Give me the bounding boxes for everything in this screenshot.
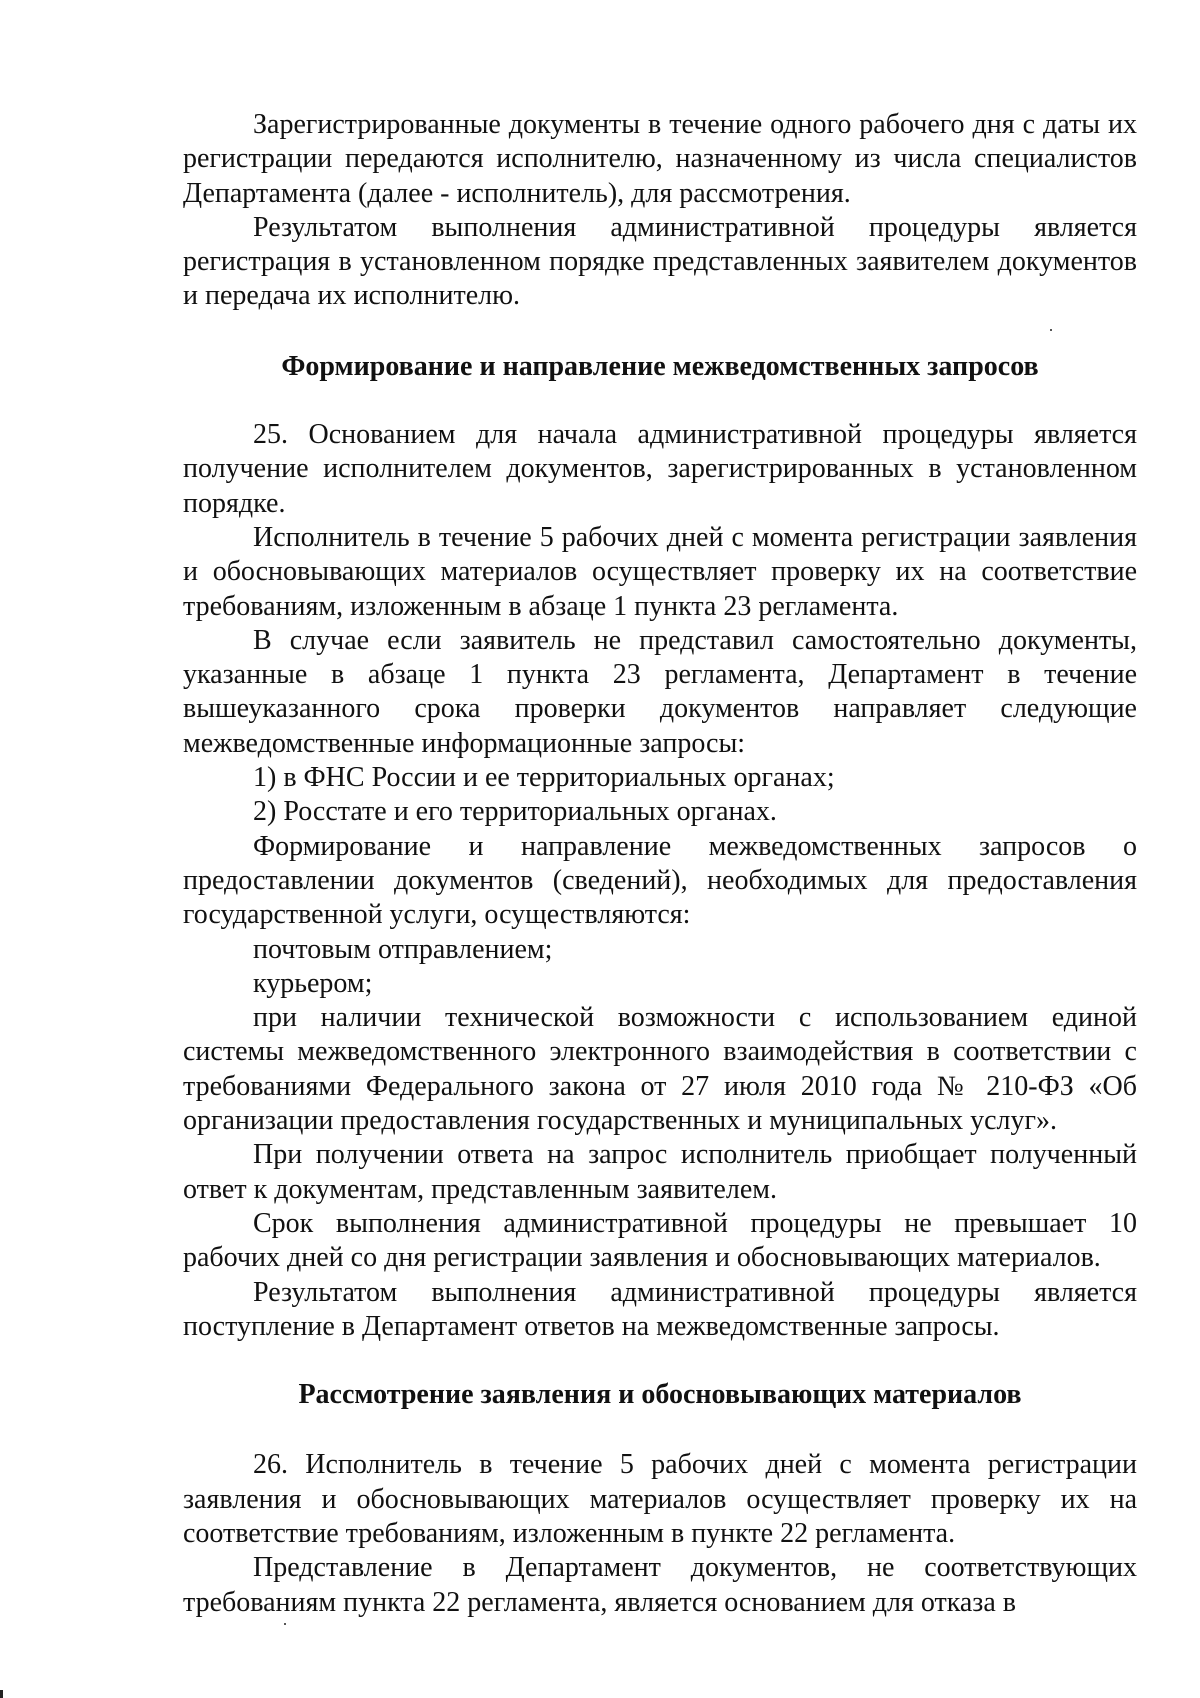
paragraph-item-25-basis: 25. Основанием для начала административной процедуры является получение исполнителем документов, зарегистрированных в установленном порядке. xyxy=(183,419,1137,519)
heading-application-review: Рассмотрение заявления и обосновывающих материалов xyxy=(298,1379,1022,1411)
paragraph-refusal-basis: Представление в Департамент документов, не соответствующих требованиям пункта 22 регламента, является основанием для отказа в xyxy=(183,1552,1137,1618)
scan-speck xyxy=(0,1690,3,1698)
paragraph-electronic-system: при наличии технической возможности с использованием единой системы межведомственного электронного взаимодействия в соответствии с требованиями Федерального закона от 27 июля 2010 года № 210-ФЗ «Об организации предоставления государственных и муниципальных услуг». xyxy=(183,1002,1137,1137)
heading-interagency-requests: Формирование и направление межведомственных запросов xyxy=(281,350,1039,382)
paragraph-item-26-check: 26. Исполнитель в течение 5 рабочих дней с момента регистрации заявления и обосновывающих материалов осуществляет проверку их на соответствие требованиям, изложенным в пункте 22 регламента. xyxy=(183,1449,1137,1549)
document-body xyxy=(183,108,1137,1620)
paragraph-forming-requests: Формирование и направление межведомственных запросов о предоставлении документов (сведений), необходимых для предоставления государственной услуги, осуществляются: xyxy=(183,830,1137,931)
paragraph-registration-result: Результатом выполнения административной процедуры является регистрация в установленном порядке представленных заявителем документов и передача их исполнителю. xyxy=(183,211,1137,312)
scan-speck xyxy=(284,1623,286,1625)
scan-speck xyxy=(1050,329,1052,331)
paragraph-registered-documents: Зарегистрированные документы в течение одного рабочего дня с даты их регистрации передаются исполнителю, назначенному из числа специалистов Департамента (далее - исполнитель), для рассмотрения. xyxy=(183,109,1137,209)
method-courier: курьером; xyxy=(253,967,373,999)
method-postal: почтовым отправлением; xyxy=(253,933,553,965)
list-item-fns: 1) в ФНС России и ее территориальных органах; xyxy=(253,762,835,794)
paragraph-executor-check: Исполнитель в течение 5 рабочих дней с момента регистрации заявления и обосновывающих материалов осуществляет проверку их на соответствие требованиям, изложенным в абзаце 1 пункта 23 регламента. xyxy=(183,521,1137,622)
paragraph-response-attached: При получении ответа на запрос исполнитель приобщает полученный ответ к документам, представленным заявителем. xyxy=(183,1139,1137,1205)
list-item-rosstat: 2) Росстате и его территориальных органах. xyxy=(253,796,777,828)
paragraph-procedure-result: Результатом выполнения административной процедуры является поступление в Департамент ответов на межведомственные запросы. xyxy=(183,1276,1137,1342)
paragraph-requests-sent: В случае если заявитель не представил самостоятельно документы, указанные в абзаце 1 пункта 23 регламента, Департамент в течение вышеуказанного срока проверки документов направляет следующие межведомственные информационные запросы: xyxy=(183,624,1137,759)
paragraph-procedure-term: Срок выполнения административной процедуры не превышает 10 рабочих дней со дня регистрации заявления и обосновывающих материалов. xyxy=(183,1207,1137,1274)
